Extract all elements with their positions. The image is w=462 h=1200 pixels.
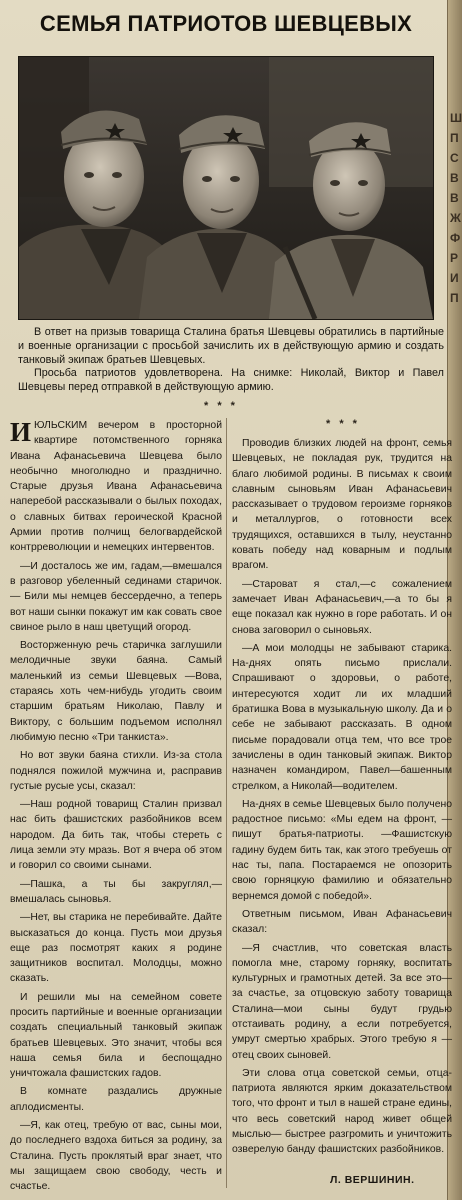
gutter-letter: П [450,291,459,305]
article-paragraph: —Я, как отец, требую от вас, сыны мои, до последнего вздоха биться за родину, за Сталина. Пусть проклятый враг знает, что мы защищаем свою свободу, честь и счастье. [10,1120,222,1193]
author-signature: Л. ВЕРШИНИН. [330,1174,415,1186]
gutter-letter: В [450,171,459,185]
article-paragraph: —А мои молодцы не забывают старика. На-днях опять письмо прислали. Спрашивают о здоровьи, о работе, интересуются ходит ли их младший братишка Вова в музыкальную школу. Да и о себе не забывают рассказать. В одном письме порадовали отца тем, что все трое зачислены в один танковый экипаж. Виктор назначен командиром, Павел—башенным стрелком, а Николай—водителем. [232,642,452,792]
article-column-right [232,436,452,1161]
article-paragraph: —Пашка, а ты бы закруглял,— вмешалась сыновья. [10,878,222,905]
article-paragraph: На-днях в семье Шевцевых было получено радостное письмо: «Мы едем на фронт, — пишут братья-патриоты. —Фашистскую гадину будем бить так, как этого требуешь от нас ты, папа. Постараемся не опозорить свою горняцкую фамилию и обязательно вернемся домой с победой». [232,798,452,902]
article-column-left [10,418,222,1198]
article-paragraph: И решили мы на семейном совете просить партийные и военные организации создать специальный танковый экипаж братьев Шевцевых. Это значит, чтобы вся наша семья била и беспощадно уничтожала фашистских гадов. [10,991,222,1080]
article-headline: СЕМЬЯ ПАТРИОТОВ ШЕВЦЕВЫХ [39,11,413,36]
gutter-letter: Ш [450,111,462,125]
article-paragraph: Эти слова отца советской семьи, отца-патриота являются ярким доказательством того, что фронт и тыл в нашей стране едины, что весь советский народ живет общей мыслью— быстрее разгромить и уничтожить озверелую банду фашистских разбойников. [232,1067,452,1156]
section-divider-stars: * * * [204,400,238,412]
gutter-letter: В [450,191,459,205]
article-paragraph: —Наш родной товарищ Сталин призвал нас бить фашистских разбойников всем народом. Да бить так, чтобы стереть с лица земли эту мразь. Вот я вчера об этом и говорил со своими сынами. [10,799,222,872]
gutter-letter: Ф [450,231,461,245]
photo-caption [18,326,444,395]
article-paragraph: —Староват я стал,—с сожалением замечает Иван Афанасьевич,—а то бы я еще показал как нужно в горе работать. И он снова заговорил о сыновьях. [232,578,452,636]
column-rule [226,418,227,1188]
gutter-letter: П [450,131,459,145]
caption-paragraph: Просьба патриотов удовлетворена. На снимке: Николай, Виктор и Павел Шевцевы перед отправкой в действующую армию. [18,367,444,394]
article-paragraph: Но вот звуки баяна стихли. Из-за стола поднялся пожилой мужчина и, расправив густые русые усы, сказал: [10,750,222,792]
section-divider-stars: * * * [326,418,360,430]
article-paragraph: В комнате раздались дружные аплодисменты. [10,1086,222,1113]
drop-cap: И [10,417,32,447]
article-paragraph: Проводив близких людей на фронт, семья Шевцевых, не покладая рук, трудится на благо любимой родины. В письмах к своим славным сыновьям Иван Афанасьевич рассказывает о трудовом героизме горняков и металлургов, о готовности всех трудящихся, оставшихся в тылу, неустанно ковать победу над коварным и подлым врагом. [232,438,452,572]
article-paragraph: Восторженную речь старичка заглушили мелодичные звуки баяна. Самый маленький из семьи Шевцевых —Вова, стараясь хоть чем-нибудь угодить своим старшим братьям Николаю, Павлу и Виктору, с большим подъемом исполнял любимую песню «Три танкиста». [10,640,222,743]
gutter-letter: С [450,151,459,165]
article-paragraph: ИЮЛЬСКИМ вечером в просторной квартире потомственного горняка Ивана Афанасьевича Шевцева было необычно многолюдно и празднично. Старые друзья Ивана Афанасьевича наперебой рассказывали о былых походах, о славных битвах героической Красной Армии против полчищ белогвардейской контрреволюции и немецких интервентов. [10,417,222,554]
article-paragraph: —Я счастлив, что советская власть помогла мне, старому горняку, воспитать культурных и грамотных детей. За все это—за счастье, за отцовскую заботу товарища Сталина—мои сыны будут грудью отстаивать родину, а если потребуется, умрут смертью храбрых. Этого требую я — отец своих сыновей. [232,942,452,1061]
photo-three-brothers [18,56,434,320]
article-paragraph: Ответным письмом, Иван Афанасьевич сказал: [232,908,452,936]
article-paragraph: —Нет, вы старика не перебивайте. Дайте высказаться до конца. Пусть мои друзья еще раз посмотрят каких я родине защитников воспитал. Молодцы, можно сказать. [10,912,222,985]
gutter-letter: И [450,271,459,285]
caption-paragraph: В ответ на призыв товарища Сталина братья Шевцевы обратились в партийные и военные организации с просьбой зачислить их в действующую армию и создать танковый экипаж братьев Шевцевых. [18,326,444,366]
gutter-letter: Р [450,251,459,265]
article-paragraph: —И досталось же им, гадам,—вмешался в разговор убеленный сединами старичок.— Били мы немцев бессердечно, а теперь вот наши сынки покажут им как совать свое свиное рыло в наш цветущий огород. [10,560,222,633]
gutter-letter: Ж [450,211,461,225]
